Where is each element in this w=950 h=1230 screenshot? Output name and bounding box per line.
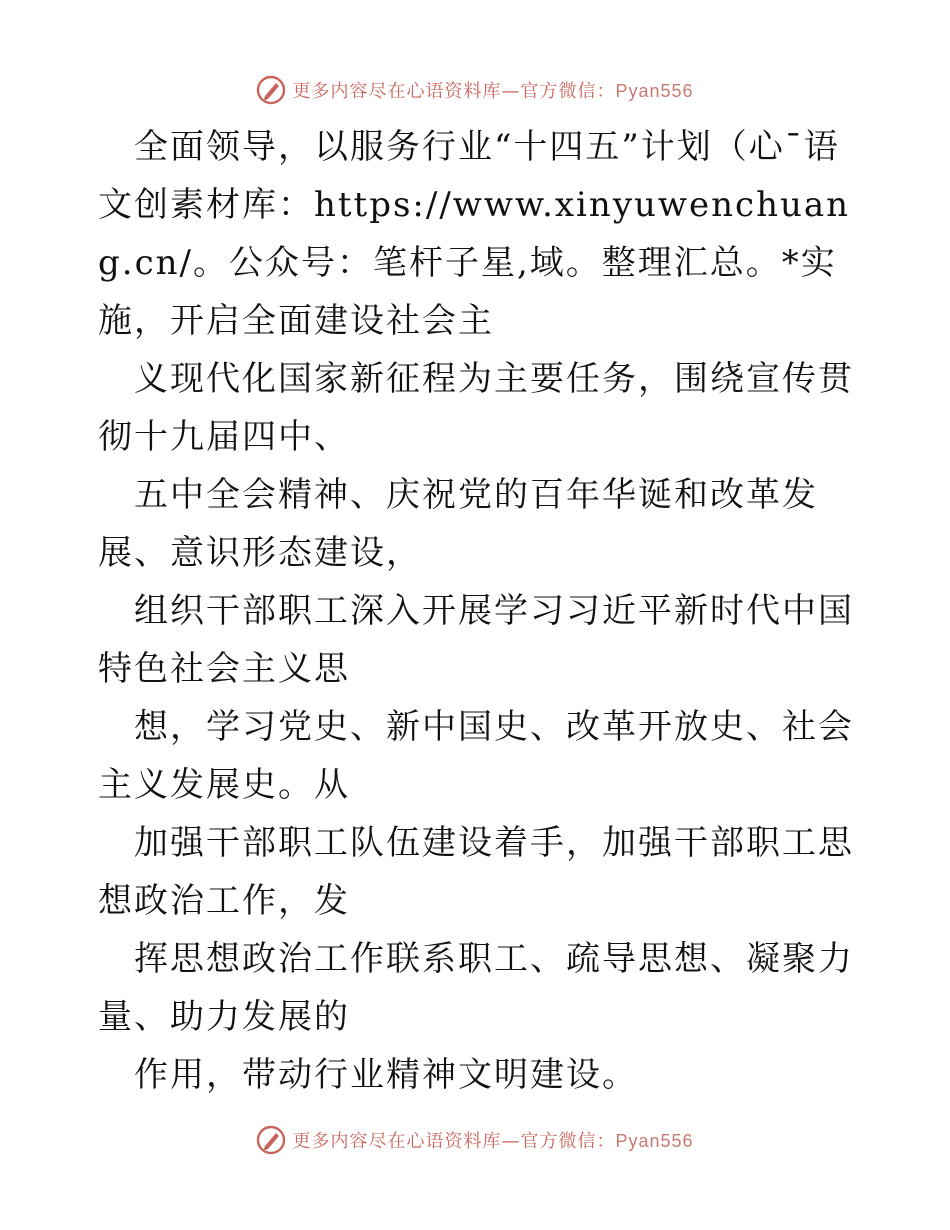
footer-wechat-label: 官方微信：	[520, 1131, 616, 1152]
header-brand: 更多内容尽在心语资料库	[292, 81, 502, 102]
paragraph-1: 全面领导，以服务行业“十四五”计划（心¯语文创素材库：https://www.xinyuwenchuang.cn/。公众号：笔杆子星,域。整理汇总。*实施，开启全面建设社会主	[98, 127, 851, 341]
paragraph-3: 五中全会精神、庆祝党的百年华诞和改革发展、意识形态建设，	[98, 475, 818, 573]
paragraph-7: 挥思想政治工作联系职工、疏导思想、凝聚力量、助力发展的	[98, 939, 854, 1037]
paragraph-6: 加强干部职工队伍建设着手，加强干部职工思想政治工作，发	[98, 823, 854, 921]
header-wechat-id: Pyan556	[615, 81, 694, 101]
footer-banner	[0, 1120, 950, 1160]
brand-logo-icon	[256, 75, 286, 105]
footer-banner-text	[292, 1127, 693, 1153]
footer-wechat-id: Pyan556	[615, 1131, 694, 1151]
paragraph-8: 作用，带动行业精神文明建设。	[134, 1055, 638, 1095]
brand-logo-icon	[256, 1125, 286, 1155]
paragraph-2: 义现代化国家新征程为主要任务，围绕宣传贯彻十九届四中、	[98, 359, 854, 457]
document-body	[98, 118, 858, 1104]
header-wechat-label: 官方微信：	[520, 81, 616, 102]
header-banner-text	[292, 77, 693, 103]
paragraph-5: 想，学习党史、新中国史、改革开放史、社会主义发展史。从	[98, 707, 854, 805]
header-banner	[0, 70, 950, 110]
footer-brand: 更多内容尽在心语资料库	[292, 1131, 502, 1152]
paragraph-4: 组织干部职工深入开展学习习近平新时代中国特色社会主义思	[98, 591, 854, 689]
header-separator: —	[501, 81, 521, 102]
footer-separator: —	[501, 1131, 521, 1152]
